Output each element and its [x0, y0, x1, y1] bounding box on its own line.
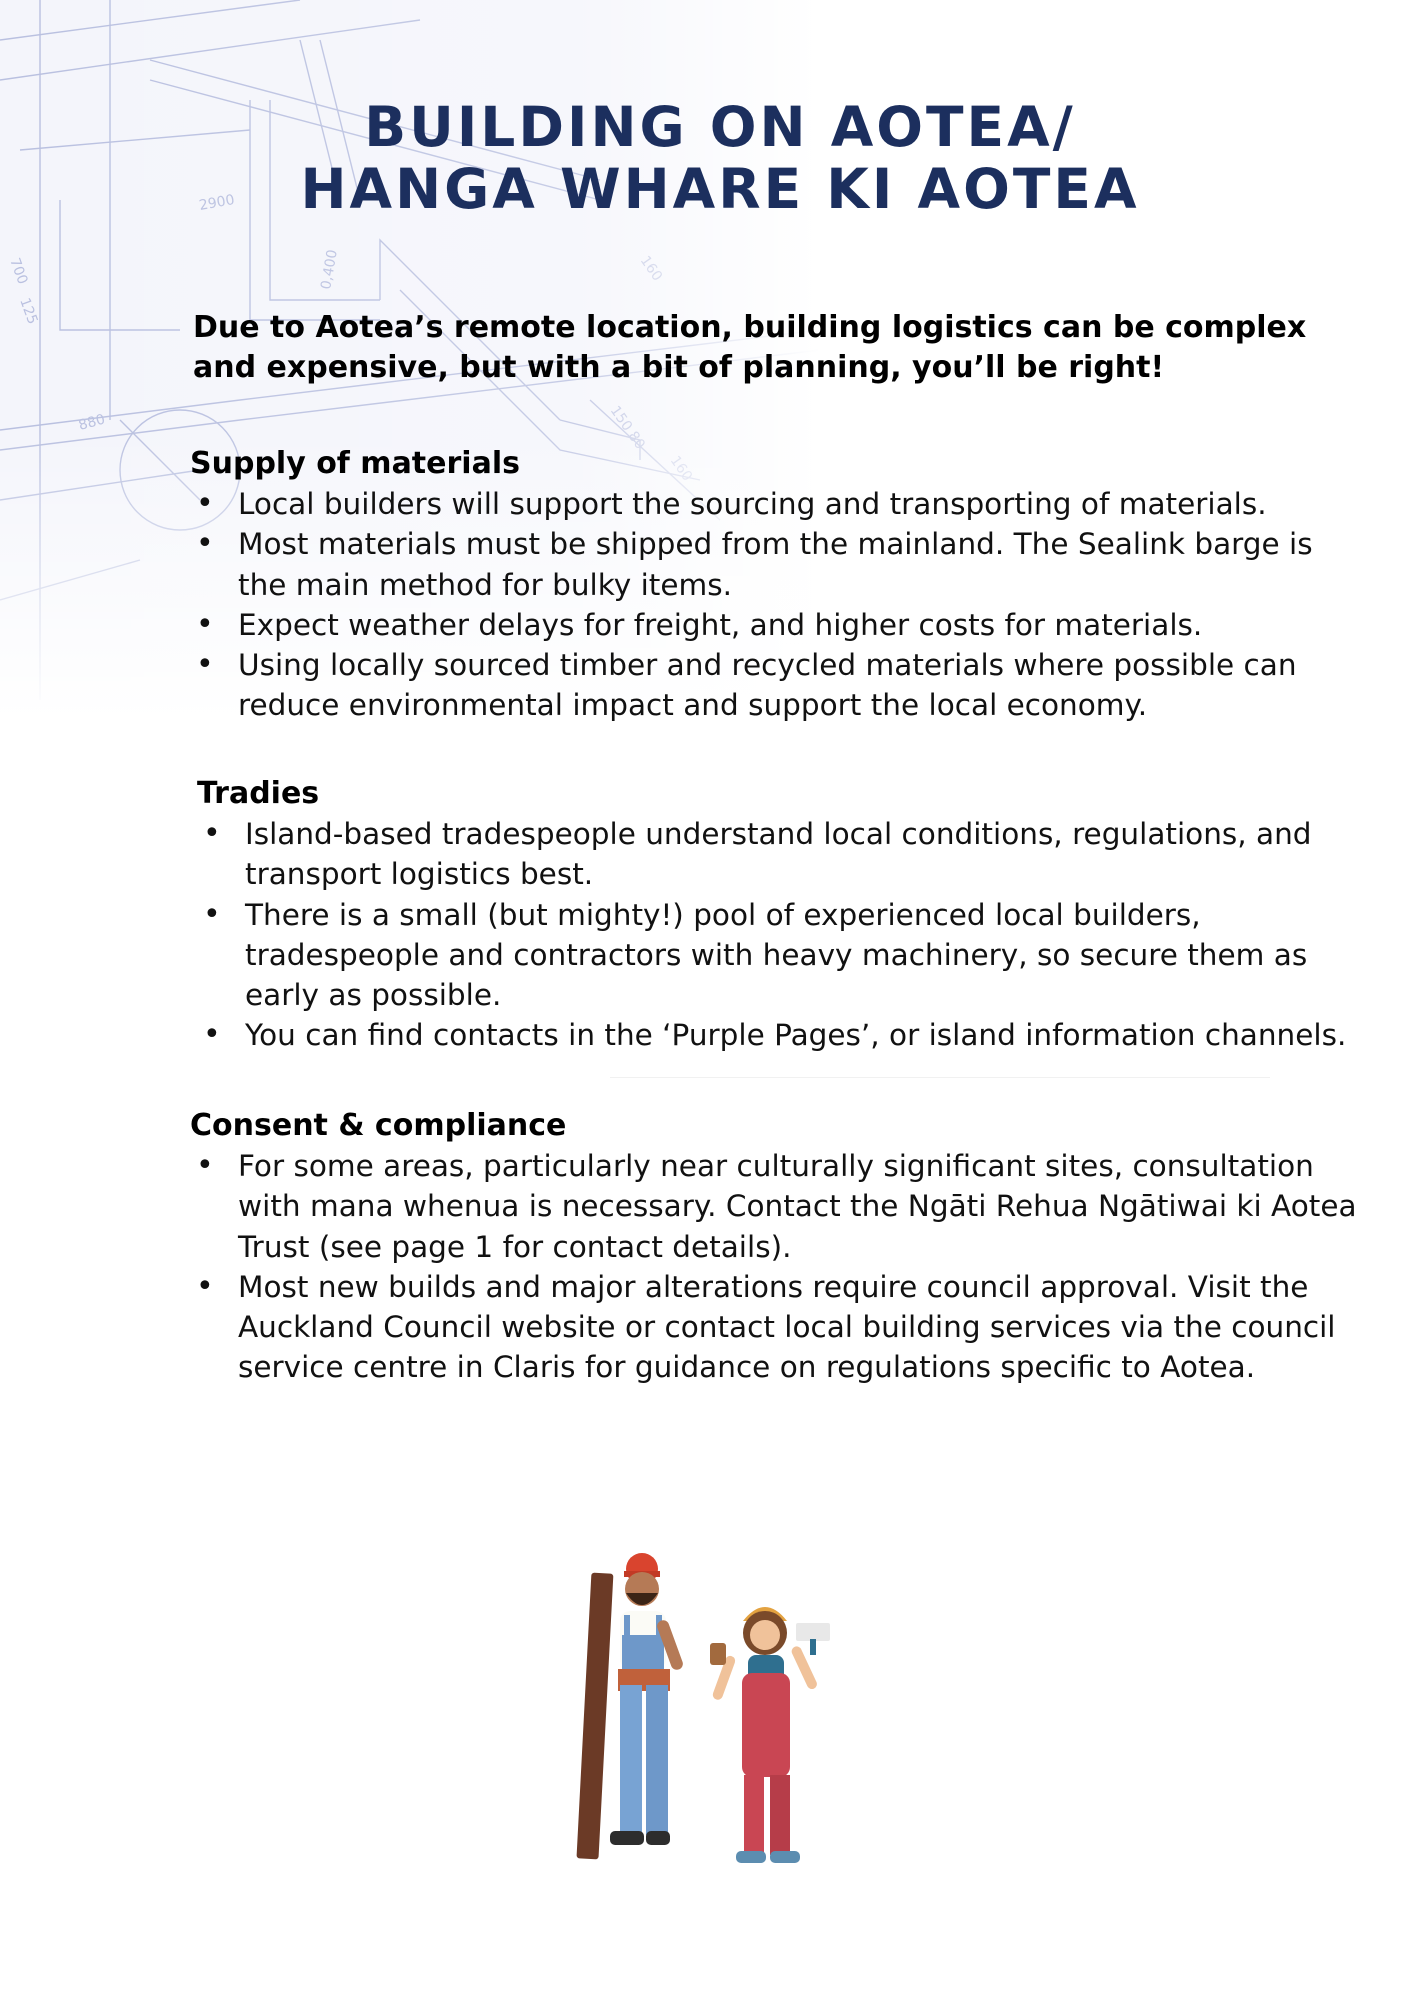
list-item: • Local builders will support the sourcing and transporting of materials. [190, 484, 1370, 524]
list-item: • You can find contacts in the ‘Purple Pages’, or island information channels. [197, 1015, 1347, 1055]
list-item: • Island-based tradespeople understand local conditions, regulations, and transport logistics best. [197, 814, 1347, 895]
section-heading: Supply of materials [190, 446, 520, 481]
section-supply-of-materials [190, 444, 1370, 726]
bullet-list [190, 1146, 1370, 1388]
page-title-line-1: BUILDING ON AOTEA/ [364, 95, 1076, 159]
bullet-list [197, 814, 1347, 1056]
list-item: • Most new builds and major alterations require council approval. Visit the Auckland Council website or contact local building services via the council service centre in Claris for guidance on regulations specific to Aotea. [190, 1267, 1370, 1388]
section-tradies [197, 774, 1347, 1056]
page-title-line-2: HANGA WHARE KI AOTEA [300, 157, 1140, 221]
builders-illustration-icon [560, 1545, 880, 1885]
list-item: • Most materials must be shipped from the mainland. The Sealink barge is the main method for bulky items. [190, 524, 1370, 605]
list-item: • For some areas, particularly near culturally significant sites, consultation with mana whenua is necessary. Contact the Ngāti Rehua Ngātiwai ki Aotea Trust (see page 1 for contact details). [190, 1146, 1370, 1267]
bullet-list [190, 484, 1370, 726]
intro-paragraph: Due to Aotea’s remote location, building logistics can be complex and expensive, but with a bit of planning, you’ll be right! [193, 310, 1307, 385]
list-item: • Expect weather delays for freight, and higher costs for materials. [190, 605, 1370, 645]
page-title [0, 96, 1409, 220]
list-item: • Using locally sourced timber and recycled materials where possible can reduce environmental impact and support the local economy. [190, 645, 1370, 726]
section-consent-and-compliance [190, 1106, 1370, 1388]
list-item: • There is a small (but mighty!) pool of experienced local builders, tradespeople and contractors with heavy machinery, so secure them as early as possible. [197, 895, 1347, 1016]
divider [610, 1077, 1270, 1078]
section-heading: Tradies [197, 776, 320, 811]
section-heading: Consent & compliance [190, 1108, 567, 1143]
